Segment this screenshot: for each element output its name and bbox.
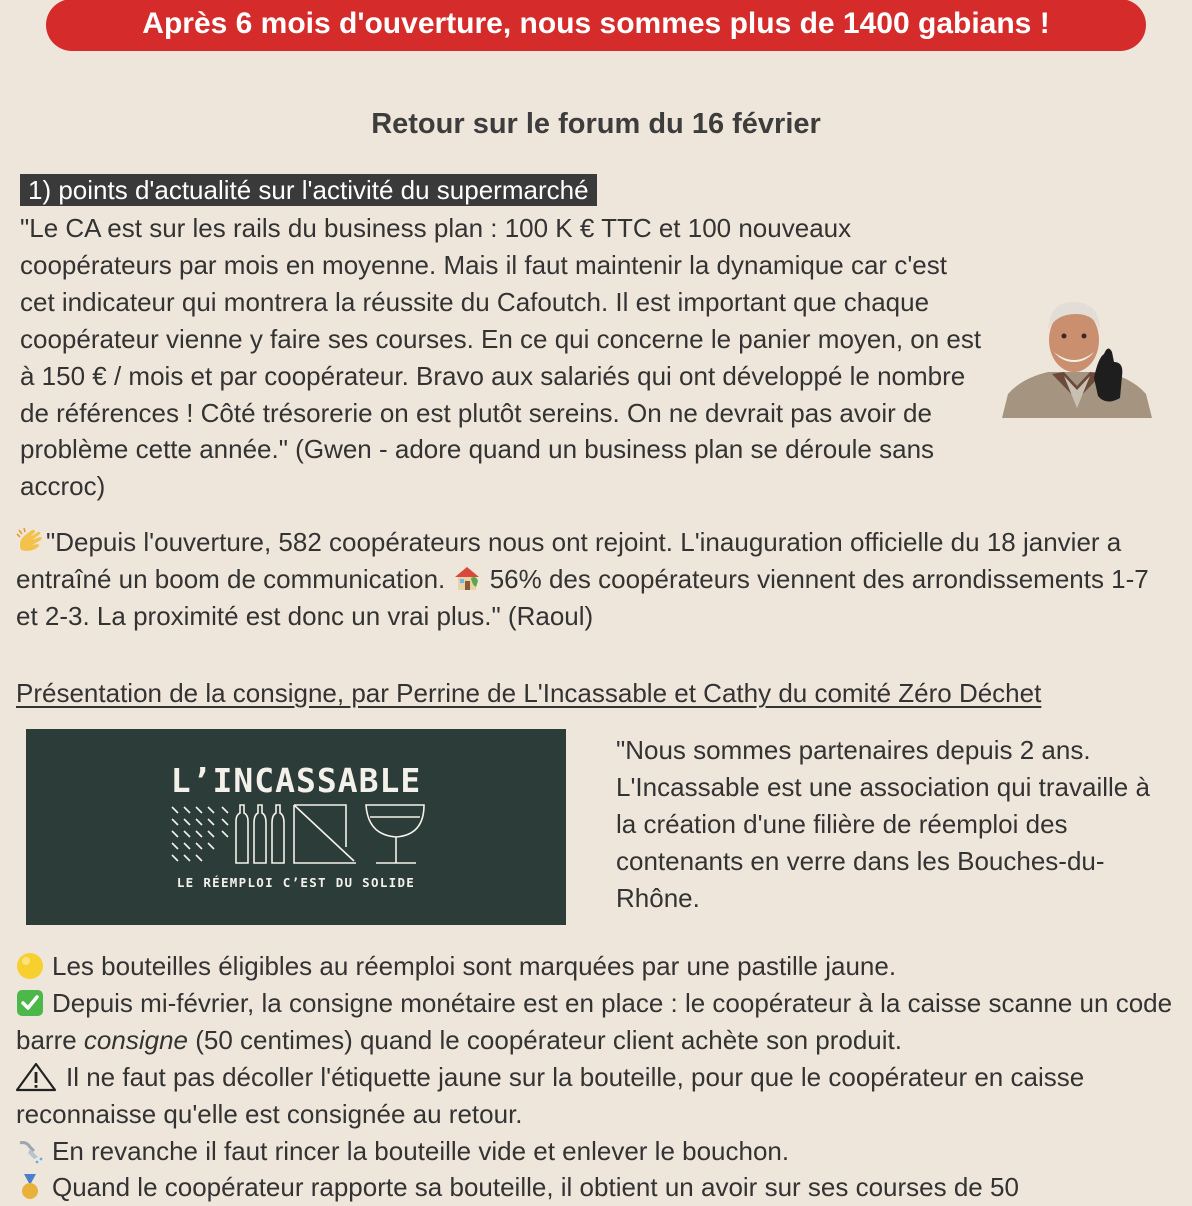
check-mark-icon xyxy=(16,989,44,1017)
bullet-text-4: En revanche il faut rincer la bouteille vide et enlever le bouchon. xyxy=(52,1135,790,1166)
house-icon xyxy=(452,565,482,591)
membership-text-a: "Depuis l'ouverture, 582 coopérateurs nous ont rejoint. L'inauguration officielle du 18 janvier a entraîné un boom de communication. xyxy=(16,527,1122,594)
list-item xyxy=(16,948,1176,985)
shower-icon xyxy=(16,1137,44,1165)
bottles-glass-icon xyxy=(170,803,426,865)
portrait-photo xyxy=(1002,296,1152,418)
bullet-text-2a: Depuis mi-février, la consigne monétaire est en place : le coopérateur à la caisse scanne un code barre xyxy=(16,987,1173,1055)
bullet-text-2b: (50 centimes) quand le coopérateur client achète son produit. xyxy=(188,1024,902,1055)
bullet-text-1: Les bouteilles éligibles au réemploi sont marquées par une pastille jaune. xyxy=(52,951,897,981)
bullet-text-3: Il ne faut pas décoller l'étiquette jaune sur la bouteille, pour que le coopérateur en caisse reconnaisse qu'elle est consignée au retour. xyxy=(16,1061,1085,1129)
consigne-presentation-link[interactable]: Présentation de la consigne, par Perrine de L'Incassable et Cathy du comité Zéro Déchet xyxy=(16,678,1042,708)
list-item xyxy=(16,1169,1176,1206)
announcement-banner: Après 6 mois d'ouverture, nous sommes plus de 1400 gabians ! xyxy=(46,0,1146,51)
warning-icon xyxy=(16,1063,56,1091)
consigne-bullet-list xyxy=(16,948,1176,1206)
list-item xyxy=(16,1133,1176,1170)
list-item xyxy=(16,1059,1176,1133)
forum-title: Retour sur le forum du 16 février xyxy=(371,108,821,140)
membership-paragraph xyxy=(16,524,1176,635)
bullet-text-5: Quand le coopérateur rapporte sa bouteille, il obtient un avoir sur ses courses de 50 xyxy=(52,1172,1019,1203)
bullet-text-2-emphasis: consigne xyxy=(83,1024,188,1055)
list-item xyxy=(16,985,1176,1059)
logo-title: L’INCASSABLE xyxy=(170,761,422,800)
incassable-logo xyxy=(26,729,566,925)
business-plan-paragraph: "Le CA est sur les rails du business plan : 100 K € TTC et 100 nouveaux coopérateurs par mois en moyenne. Mais il faut maintenir la dynamique car c'est cet indicateur qui montrera la réussite du Cafoutch. Il est important que chaque coopérateur vienne y faire ses courses. En ce qui concerne le panier moyen, on est à 150 € / mois et par coopérateur. Bravo aux salariés qui ont développé le nombre de références ! Côté trésorerie on est plutôt sereins. On ne devrait pas avoir de problème cette année." (Gwen - adore quand un business plan se déroule sans accroc) xyxy=(20,213,982,502)
medal-icon xyxy=(16,1173,44,1201)
logo-tagline: LE RÉEMPLOI C’EST DU SOLIDE xyxy=(176,875,416,890)
membership-text-b: 56% des coopérateurs viennent des arrondissements 1-7 et 2-3. La proximité est donc un vrai plus." (Raoul) xyxy=(16,563,1149,631)
activity-heading: 1) points d'actualité sur l'activité du supermarché xyxy=(20,174,597,206)
partner-quote: "Nous sommes partenaires depuis 2 ans. L'Incassable est une association qui travaille à la création d'une filière de réemploi des contenants en verre dans les Bouches-du-Rhône. xyxy=(616,735,1150,913)
yellow-circle-icon xyxy=(16,952,44,980)
clapping-hands-icon xyxy=(16,528,46,554)
